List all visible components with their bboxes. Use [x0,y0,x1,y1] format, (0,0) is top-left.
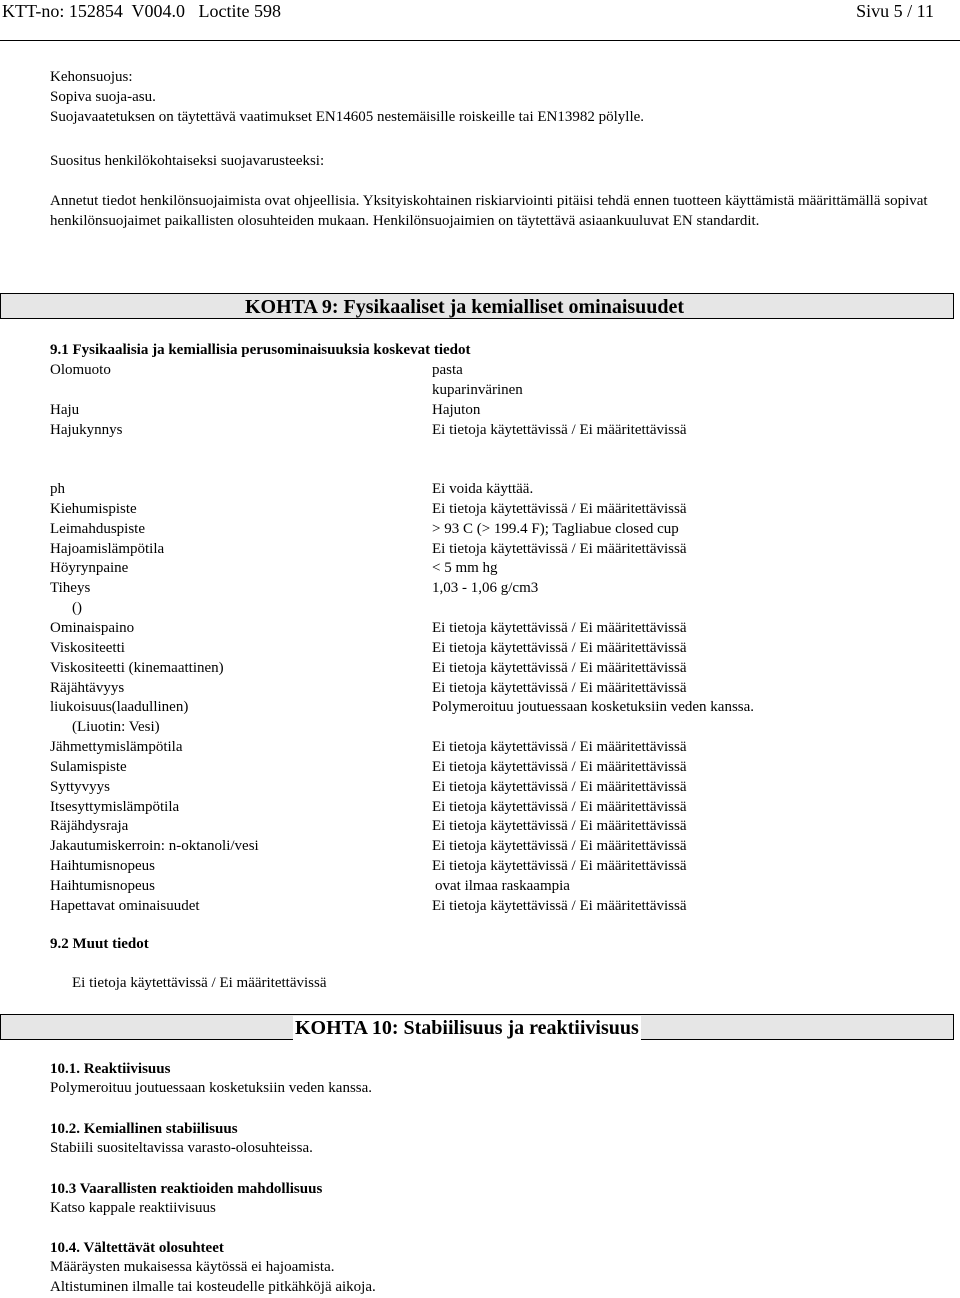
property-value: pasta [432,362,463,378]
section-9-title: KOHTA 9: Fysikaaliset ja kemialliset ominaisuudet [245,296,685,318]
property-value: Ei tietoja käytettävissä / Ei määritettävissä [432,898,687,914]
body-protection-line: Sopiva suoja-asu. [50,89,156,105]
property-value: Ei tietoja käytettävissä / Ei määritettävissä [432,541,687,557]
property-value: < 5 mm hg [432,560,498,576]
subsection-text: Katso kappale reaktiivisuus [50,1200,216,1216]
property-label: Sulamispiste [50,759,127,775]
property-value: Ei tietoja käytettävissä / Ei määritettävissä [432,818,687,834]
recommendation-heading: Suositus henkilökohtaiseksi suojavarusteeksi: [50,153,325,169]
property-value: Ei tietoja käytettävissä / Ei määritettävissä [432,838,687,854]
property-value: Polymeroituu joutuessaan kosketuksiin veden kanssa. [432,699,755,715]
property-value: Ei voida käyttää. [432,481,534,497]
property-label: Höyrynpaine [50,560,129,576]
property-label: Syttyvyys [50,779,111,795]
subsection-text: Polymeroituu joutuessaan kosketuksiin veden kanssa. [50,1080,373,1096]
property-label: Tiheys [50,580,91,596]
property-value: 1,03 - 1,06 g/cm3 [432,580,539,596]
property-value: Ei tietoja käytettävissä / Ei määritettävissä [432,620,687,636]
page-number: Sivu 5 / 11 [856,1,934,21]
property-value: Ei tietoja käytettävissä / Ei määritettävissä [432,660,687,676]
property-label: Viskositeetti [50,640,125,656]
property-label: Ominaispaino [50,620,135,636]
property-value: > 93 C (> 199.4 F); Tagliabue closed cup [432,521,679,537]
property-label: Räjähtävyys [50,680,125,696]
page-header [0,0,960,24]
property-label: Olomuoto [50,362,111,378]
property-value: Hajuton [432,402,481,418]
property-label: Kiehumispiste [50,501,137,517]
subsection-9-1-title: 9.1 Fysikaalisia ja kemiallisia perusominaisuuksia koskevat tiedot [50,342,471,358]
ppe-paragraph: Annetut tiedot henkilönsuojaimista ovat ohjeellisia. Yksityiskohtainen riskiarviointi pitäisi tehdä ennen tuotteen käyttämistä määrittämällä sopivat henkilönsuojaimet paikallisten olosuhteiden mukaan. Henkilönsuojaimien on täytettävä asiaankuuluvat EN standardit. [50,193,928,229]
document-id: KTT-no: 152854 V004.0 Loctite 598 [2,1,281,21]
property-label: Hapettavat ominaisuudet [50,898,200,914]
property-label: Leimahduspiste [50,521,145,537]
property-label: (Liuotin: Vesi) [72,719,160,735]
property-value: Ei tietoja käytettävissä / Ei määritettävissä [432,739,687,755]
body-protection-standard: Suojavaatetuksen on täytettävä vaatimukset EN14605 nestemäisille roiskeille tai EN13982 pölylle. [50,109,645,125]
property-label: Hajoamislämpötila [50,541,165,557]
property-value: Ei tietoja käytettävissä / Ei määritettävissä [432,680,687,696]
subsection-9-2-text: Ei tietoja käytettävissä / Ei määritettävissä [72,975,327,991]
property-label: Jähmettymislämpötila [50,739,183,755]
property-value: Ei tietoja käytettävissä / Ei määritettävissä [432,858,687,874]
body-protection-heading: Kehonsuojus: [50,69,133,85]
property-label: () [72,600,82,616]
property-label: Haju [50,402,80,418]
property-label: Haihtumisnopeus [50,858,155,874]
property-value: Ei tietoja käytettävissä / Ei määritettävissä [432,799,687,815]
subsection-title: 10.1. Reaktiivisuus [50,1061,171,1077]
subsection-title: 10.4. Vältettävät olosuhteet [50,1240,224,1256]
property-label: liukoisuus(laadullinen) [50,699,189,715]
property-label: Itsesyttymislämpötila [50,799,180,815]
subsection-title: 10.2. Kemiallinen stabiilisuus [50,1121,238,1137]
property-label: ph [50,481,65,497]
property-value: kuparinvärinen [432,382,523,398]
subsection-text: Määräysten mukaisessa käytössä ei hajoamista. [50,1259,335,1275]
property-label: Hajukynnys [50,422,123,438]
property-value: ovat ilmaa raskaampia [435,878,570,894]
property-label: Räjähdysraja [50,818,129,834]
property-value: Ei tietoja käytettävissä / Ei määritettävissä [432,779,687,795]
property-value: Ei tietoja käytettävissä / Ei määritettävissä [432,501,687,517]
subsection-text: Stabiili suositeltavissa varasto-olosuhteissa. [50,1140,313,1156]
property-value: Ei tietoja käytettävissä / Ei määritettävissä [432,759,687,775]
property-label: Jakautumiskerroin: n-oktanoli/vesi [50,838,259,854]
property-value: Ei tietoja käytettävissä / Ei määritettävissä [432,422,687,438]
property-value: Ei tietoja käytettävissä / Ei määritettävissä [432,640,687,656]
header-divider [0,40,960,41]
subsection-text: Altistuminen ilmalle tai kosteudelle pitkähköjä aikoja. [50,1279,376,1295]
subsection-title: 10.3 Vaarallisten reaktioiden mahdollisuus [50,1181,323,1197]
subsection-9-2-title: 9.2 Muut tiedot [50,936,149,952]
section-10-title: KOHTA 10: Stabiilisuus ja reaktiivisuus [295,1017,639,1039]
property-label: Haihtumisnopeus [50,878,155,894]
property-label: Viskositeetti (kinemaattinen) [50,660,224,676]
